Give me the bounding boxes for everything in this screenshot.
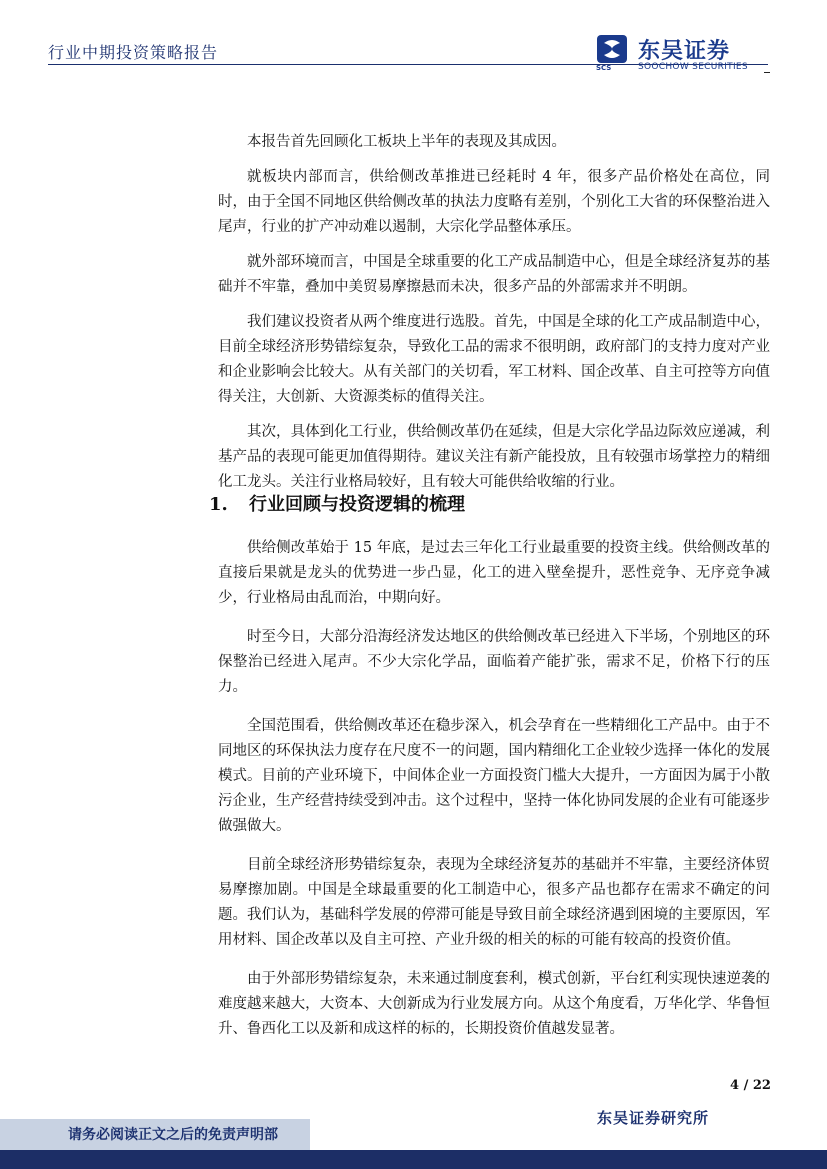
report-type-title: 行业中期投资策略报告 — [48, 43, 219, 62]
section-heading — [209, 490, 465, 516]
body-paragraph: 目前全球经济形势错综复杂，表现为全球经济复苏的基础并不牢靠，主要经济体贸易摩擦加剧。中国是全球最重要的化工制造中心，很多产品也都存在需求不确定的问题。我们认为，基础科学发展的停滞可能是导致目前全球经济遇到困境的主要原因，军用材料、国企改革以及自主可控、产业升级的相关的标的可能有较高的投资价值。 — [218, 857, 770, 948]
footer-blue-band — [0, 1150, 827, 1169]
logo-en-text: SOOCHOW SECURITIES — [638, 62, 748, 72]
body-paragraph: 时至今日，大部分沿海经济发达地区的供给侧改革已经进入下半场，个别地区的环保整治已经进入尾声。不少大宗化学品，面临着产能扩张，需求不足，价格下行的压力。 — [218, 629, 770, 695]
intro-paragraph: 我们建议投资者从两个维度进行选股。首先，中国是全球的化工产成品制造中心，目前全球经济形势错综复杂，导致化工品的需求不很明朗，政府部门的支持力度对产业和企业影响会比较大。从有关部门的关切看，军工材料、国企改革、自主可控等方向值得关注，大创新、大资源类标的值得关注。 — [218, 314, 770, 405]
body-paragraph: 全国范围看，供给侧改革还在稳步深入，机会孕育在一些精细化工产品中。由于不同地区的环保执法力度存在尺度不一的问题，国内精细化工企业较少选择一体化的发展模式。目前的产业环境下，中间体企业一方面投资门槛大大提升，一方面因为属于小散污企业，生产经营持续受到冲击。这个过程中，坚持一体化协同发展的企业有可能逐步做强做大。 — [218, 718, 770, 834]
section-number: 1. — [209, 494, 228, 515]
body-block — [218, 536, 770, 1042]
intro-paragraph: 其次，具体到化工行业，供给侧改革仍在延续，但是大宗化学品边际效应递减，利基产品的表现可能更加值得期待。建议关注有新产能投放，且有较强市场掌控力的精细化工龙头。关注行业格局较好，且有较大可能供给收缩的行业。 — [218, 424, 770, 490]
company-logo — [596, 34, 771, 74]
logo-abbr-text: SCS — [596, 64, 612, 72]
logo-cn-text: 东吴证券 — [638, 39, 731, 64]
intro-block — [218, 130, 770, 495]
header-dash — [764, 72, 770, 73]
intro-paragraph: 就外部环境而言，中国是全球重要的化工产成品制造中心，但是全球经济复苏的基础并不牢靠，叠加中美贸易摩擦悬而未决，很多产品的外部需求并不明朗。 — [218, 254, 770, 295]
intro-paragraph: 本报告首先回顾化工板块上半年的表现及其成因。 — [247, 134, 566, 150]
body-paragraph: 由于外部形势错综复杂，未来通过制度套利，模式创新，平台红利实现快速逆袭的难度越来越大，大资本、大创新成为行业发展方向。从这个角度看，万华化学、华鲁恒升、鲁西化工以及新和成这样的标的，长期投资价值越发显著。 — [218, 971, 770, 1037]
logo-mark-icon — [596, 34, 630, 68]
footer-org-name: 东吴证券研究所 — [597, 1109, 710, 1127]
section-title-text: 行业回顾与投资逻辑的梳理 — [249, 494, 465, 515]
body-paragraph: 供给侧改革始于 15 年底，是过去三年化工行业最重要的投资主线。供给侧改革的直接后果就是龙头的优势进一步凸显，化工的进入壁垒提升，恶性竞争、无序竞争减少，行业格局由乱而治，中期向好。 — [218, 540, 770, 606]
intro-paragraph: 就板块内部而言，供给侧改革推进已经耗时 4 年，很多产品价格处在高位，同时，由于全国不同地区供给侧改革的执法力度略有差别，个别化工大省的环保整治进入尾声，行业的扩产冲动难以遏制，大宗化学品整体承压。 — [218, 169, 770, 235]
page-number: 4 / 22 — [730, 1078, 771, 1093]
footer-disclaimer-text: 请务必阅读正文之后的免责声明部 — [68, 1127, 278, 1143]
